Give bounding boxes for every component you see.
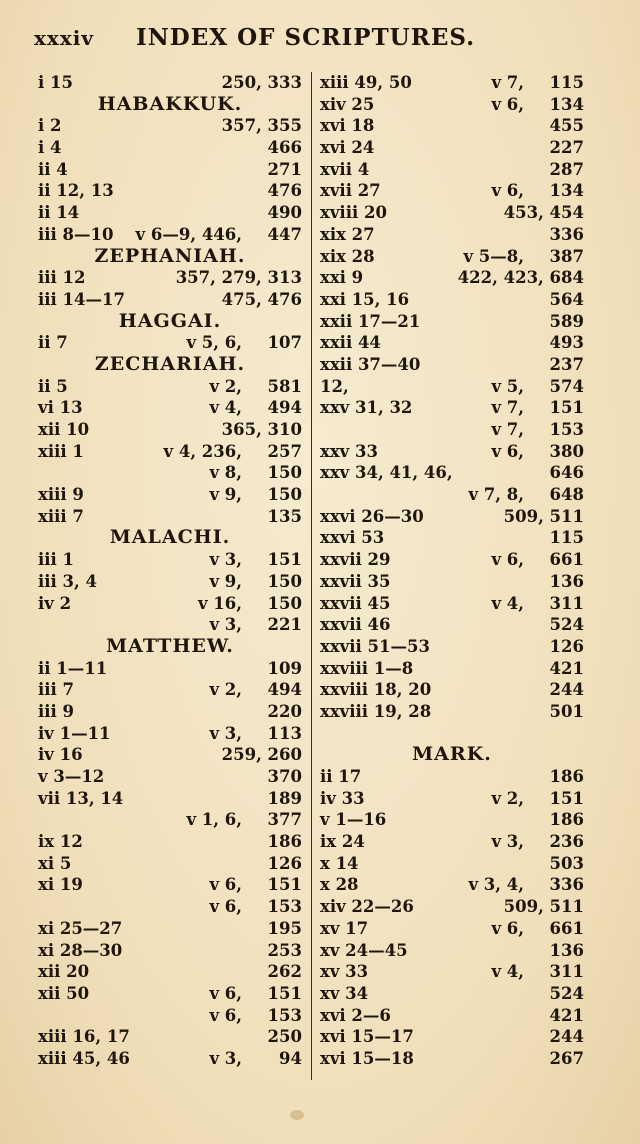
entry-pages: 186 (549, 767, 584, 786)
entry-pages: 365, 310 (221, 420, 302, 439)
entry-pages: 387 (549, 246, 584, 266)
entry-ref: xi 25—27 (38, 918, 123, 938)
index-entry (320, 658, 584, 680)
index-entry (38, 397, 302, 419)
entry-pages: 380 (549, 441, 584, 461)
entry-pages: 475, 476 (221, 289, 302, 309)
entry-ref: xxv 34, 41, 46, (320, 463, 453, 483)
index-entry (38, 419, 302, 441)
entry-pages: 581 (267, 376, 302, 396)
entry-pages: 661 (549, 918, 584, 938)
entry-ref: iii 3, 4 (38, 571, 97, 591)
left-column (38, 72, 302, 1070)
entry-pages: 259, 260 (221, 745, 302, 765)
entry-pages: 357, 279, 313 (175, 268, 302, 288)
entry-ref: xi 5 (38, 853, 72, 873)
entry-pages: 311 (549, 593, 584, 613)
entry-verse: v 6, (209, 875, 242, 895)
entry-pages: 509, 511 (503, 506, 584, 526)
index-entry (38, 809, 302, 831)
entry-ref: ii 12, 13 (38, 181, 114, 201)
entry-ref: xv 17 (320, 918, 369, 938)
entry-ref: xxvii 51—53 (320, 636, 430, 656)
entry-ref: iv 1—11 (38, 723, 111, 743)
entry-ref: iv 2 (38, 593, 72, 613)
index-entry (320, 397, 584, 419)
entry-pages: 311 (549, 962, 584, 982)
book-heading: ZEPHANIAH. (94, 244, 246, 267)
entry-ref: ii 4 (38, 159, 68, 179)
index-entry (38, 614, 302, 636)
entry-ref: i 15 (38, 73, 73, 92)
entry-ref: iii 9 (38, 701, 75, 721)
entry-pages: 136 (549, 940, 584, 960)
entry-pages: 227 (549, 138, 584, 158)
entry-ref: xvi 24 (320, 138, 375, 158)
entry-pages: 151 (549, 788, 584, 808)
entry-pages: 287 (549, 159, 584, 179)
entry-verse: v 6, (491, 441, 524, 461)
entry-ref: xxviii 1—8 (320, 658, 414, 678)
entry-verse: v 6, (491, 918, 524, 938)
entry-pages: 250 (267, 1027, 302, 1047)
book-heading: HABAKKUK. (97, 92, 243, 115)
entry-pages: 503 (549, 853, 584, 873)
entry-ref: ii 7 (38, 333, 68, 353)
entry-ref: v 3—12 (38, 767, 105, 786)
entry-pages: 466 (267, 138, 302, 158)
entry-pages: 189 (267, 788, 302, 808)
index-entry (320, 289, 584, 311)
entry-ref: xxviii 18, 20 (320, 680, 432, 700)
entry-pages: 357, 355 (221, 116, 302, 136)
entry-verse: v 4, (491, 962, 524, 982)
entry-ref: ii 17 (320, 767, 362, 786)
index-entry (38, 723, 302, 745)
entry-pages: 589 (549, 311, 584, 331)
entry-ref: iii 12 (38, 268, 86, 288)
index-entry (320, 267, 584, 289)
index-entry (320, 246, 584, 268)
entry-pages: 422, 423, 684 (457, 268, 584, 288)
entry-ref: xviii 20 (320, 203, 387, 223)
entry-verse: v 4, (209, 398, 242, 418)
index-entry (320, 72, 584, 94)
entry-verse: v 6, (209, 897, 242, 917)
entry-verse: v 16, (197, 593, 242, 613)
entry-ref: xxviii 19, 28 (320, 701, 432, 721)
entry-ref: iv 33 (320, 788, 365, 808)
entry-ref: xix 28 (320, 246, 375, 266)
entry-pages: 134 (549, 94, 584, 114)
index-entry (38, 853, 302, 875)
entry-verse: v 4, 236, (163, 441, 242, 461)
entry-pages: 336 (549, 875, 584, 895)
entry-pages: 574 (549, 376, 584, 396)
entry-verse: v 6—9, 446, (135, 224, 242, 244)
index-entry (38, 441, 302, 463)
entry-pages: 237 (549, 354, 584, 374)
entry-pages: 421 (549, 658, 584, 678)
entry-ref: iii 14—17 (38, 289, 125, 309)
entry-ref: 12, (320, 376, 349, 396)
index-entry (38, 376, 302, 398)
index-entry (38, 961, 302, 983)
index-entry (320, 159, 584, 181)
entry-ref: xii 10 (38, 420, 90, 439)
index-entry (38, 1048, 302, 1070)
entry-pages: 136 (549, 571, 584, 591)
index-entry (38, 831, 302, 853)
index-entry (320, 224, 584, 246)
page-header (34, 22, 620, 58)
entry-pages: 150 (267, 593, 302, 613)
index-entry (320, 853, 584, 875)
index-entry (320, 549, 584, 571)
entry-pages: 153 (267, 897, 302, 917)
entry-pages: 107 (267, 333, 302, 353)
entry-ref: xxii 37—40 (320, 354, 421, 374)
entry-pages: 501 (549, 701, 584, 721)
entry-verse: v 4, (491, 593, 524, 613)
index-entry (320, 332, 584, 354)
entry-ref: xxii 17—21 (320, 311, 421, 331)
book-heading: MALACHI. (109, 526, 231, 549)
book-heading: MATTHEW. (106, 634, 234, 657)
index-entry (320, 788, 584, 810)
entry-ref: v 1—16 (320, 810, 387, 830)
entry-verse: v 3, (209, 723, 242, 743)
entry-verse: v 5, 6, (186, 333, 242, 353)
entry-pages: 220 (267, 701, 302, 721)
entry-pages: 646 (549, 463, 584, 483)
entry-verse: v 6, (491, 550, 524, 570)
entry-verse: v 2, (491, 788, 524, 808)
index-entry (320, 1005, 584, 1027)
entry-ref: xvi 2—6 (320, 1005, 391, 1025)
entry-pages: 476 (267, 181, 302, 201)
entry-ref: xxi 9 (320, 268, 364, 288)
entry-ref: xxvi 26—30 (320, 506, 424, 526)
entry-ref: xix 27 (320, 224, 375, 244)
index-entry (38, 940, 302, 962)
index-entry (38, 484, 302, 506)
index-entry (320, 1048, 584, 1070)
entry-pages: 493 (549, 333, 584, 353)
index-entry (38, 72, 302, 94)
entry-pages: 447 (267, 224, 302, 244)
book-heading: HAGGAI. (118, 309, 222, 332)
index-entry (320, 1026, 584, 1048)
index-entry (38, 289, 302, 311)
index-entry (320, 527, 584, 549)
entry-verse: v 9, (209, 571, 242, 591)
entry-ref: xi 19 (38, 875, 83, 895)
index-entry (320, 831, 584, 853)
entry-pages: 244 (549, 680, 584, 700)
index-entry (320, 766, 584, 788)
index-entry (38, 744, 302, 766)
entry-pages: 267 (549, 1048, 584, 1068)
entry-pages: 524 (549, 615, 584, 635)
entry-ref: xv 24—45 (320, 940, 408, 960)
entry-ref: xii 50 (38, 983, 90, 1003)
index-entry (320, 419, 584, 441)
entry-ref: xvi 15—17 (320, 1027, 414, 1047)
entry-pages: 455 (549, 116, 584, 136)
entry-ref: xv 33 (320, 962, 369, 982)
entry-ref: xxvii 45 (320, 593, 391, 613)
entry-verse: v 9, (209, 485, 242, 505)
entry-verse: v 3, 4, (468, 875, 524, 895)
entry-pages: 186 (267, 832, 302, 852)
entry-verse: v 6, (491, 181, 524, 201)
index-entry (320, 462, 584, 484)
entry-verse: v 2, (209, 680, 242, 700)
entry-verse: v 1, 6, (186, 810, 242, 830)
entry-ref: xiii 16, 17 (38, 1027, 130, 1047)
entry-ref: xxii 44 (320, 333, 381, 353)
entry-pages: 370 (267, 767, 302, 786)
entry-ref: xiii 49, 50 (320, 73, 412, 92)
index-entry (38, 896, 302, 918)
entry-pages: 377 (267, 810, 302, 830)
right-column (320, 72, 584, 1070)
entry-pages: 509, 511 (503, 897, 584, 917)
entry-pages: 151 (549, 398, 584, 418)
entry-verse: v 8, (209, 463, 242, 483)
paper-stain (290, 1110, 304, 1120)
index-entry (320, 354, 584, 376)
entry-pages: 151 (267, 875, 302, 895)
entry-ref: xii 20 (38, 962, 90, 982)
index-entry (320, 593, 584, 615)
entry-pages: 153 (267, 1005, 302, 1025)
entry-pages: 94 (279, 1048, 302, 1068)
page-title: INDEX OF SCRIPTURES. (136, 24, 476, 51)
index-entry (320, 180, 584, 202)
entry-ref: xv 34 (320, 983, 369, 1003)
entry-pages: 490 (267, 203, 302, 223)
index-entry (320, 961, 584, 983)
entry-verse: v 6, (209, 1005, 242, 1025)
entry-pages: 564 (549, 289, 584, 309)
entry-pages: 126 (549, 636, 584, 656)
index-entry (320, 701, 584, 723)
entry-pages: 134 (549, 181, 584, 201)
entry-pages: 262 (267, 962, 302, 982)
page-number: xxxiv (34, 26, 94, 50)
index-entry (38, 506, 302, 528)
entry-pages: 151 (267, 550, 302, 570)
index-entry (320, 506, 584, 528)
index-entry (320, 896, 584, 918)
entry-pages: 257 (267, 441, 302, 461)
entry-pages: 195 (267, 918, 302, 938)
index-entry (320, 115, 584, 137)
entry-verse: v 2, (209, 376, 242, 396)
entry-pages: 153 (549, 420, 584, 439)
entry-pages: 253 (267, 940, 302, 960)
index-entry (38, 701, 302, 723)
entry-pages: 150 (267, 485, 302, 505)
entry-ref: xxv 33 (320, 441, 378, 461)
entry-pages: 648 (549, 485, 584, 505)
entry-pages: 494 (267, 398, 302, 418)
entry-ref: x 28 (320, 875, 359, 895)
entry-verse: v 5—8, (463, 246, 524, 266)
index-entry (38, 1005, 302, 1027)
index-entry (320, 484, 584, 506)
entry-ref: vi 13 (38, 398, 83, 418)
entry-ref: iii 1 (38, 550, 75, 570)
index-entry (38, 202, 302, 224)
entry-ref: xiii 1 (38, 441, 84, 461)
index-entry (38, 766, 302, 788)
entry-ref: xvii 27 (320, 181, 381, 201)
index-entry (320, 679, 584, 701)
index-entry (38, 788, 302, 810)
index-entry (38, 571, 302, 593)
entry-verse: v 7, (491, 73, 524, 92)
index-entry (320, 202, 584, 224)
entry-pages: 250, 333 (221, 73, 302, 92)
index-entry (38, 180, 302, 202)
entry-pages: 336 (549, 224, 584, 244)
index-entry (320, 874, 584, 896)
index-entry (38, 267, 302, 289)
entry-ref: ix 24 (320, 832, 365, 852)
index-entry (38, 137, 302, 159)
index-entry (38, 679, 302, 701)
entry-pages: 221 (267, 615, 302, 635)
index-entry (38, 874, 302, 896)
entry-ref: xvi 15—18 (320, 1048, 414, 1068)
entry-verse: v 7, 8, (468, 485, 524, 505)
entry-pages: 421 (549, 1005, 584, 1025)
index-entry (320, 614, 584, 636)
entry-verse: v 6, (491, 94, 524, 114)
entry-ref: xiv 22—26 (320, 897, 414, 917)
entry-pages: 661 (549, 550, 584, 570)
entry-ref: i 2 (38, 116, 62, 136)
entry-pages: 453, 454 (503, 203, 584, 223)
column-divider (311, 72, 312, 1080)
entry-verse: v 3, (491, 832, 524, 852)
entry-pages: 236 (549, 832, 584, 852)
entry-pages: 150 (267, 571, 302, 591)
index-entry (38, 224, 302, 246)
entry-ref: xi 28—30 (38, 940, 123, 960)
index-entry (38, 159, 302, 181)
book-heading: ZECHARIAH. (94, 352, 246, 375)
entry-pages: 135 (267, 506, 302, 526)
entry-pages: 113 (267, 723, 302, 743)
entry-ref: ii 14 (38, 203, 80, 223)
index-entry (320, 918, 584, 940)
entry-ref: xiv 25 (320, 94, 375, 114)
entry-ref: xxvii 35 (320, 571, 391, 591)
entry-ref: iii 7 (38, 680, 75, 700)
entry-ref: xxvii 29 (320, 550, 391, 570)
entry-ref: ii 1—11 (38, 658, 108, 678)
index-entry (320, 94, 584, 116)
index-entry (38, 658, 302, 680)
index-entry (320, 940, 584, 962)
index-entry (38, 918, 302, 940)
entry-ref: vii 13, 14 (38, 788, 124, 808)
entry-pages: 151 (267, 983, 302, 1003)
entry-ref: ii 5 (38, 376, 68, 396)
entry-pages: 115 (549, 528, 584, 548)
entry-ref: xxvi 53 (320, 528, 385, 548)
entry-ref: xvii 4 (320, 159, 370, 179)
entry-verse: v 3, (209, 550, 242, 570)
entry-pages: 109 (267, 658, 302, 678)
book-heading: MARK. (412, 743, 492, 766)
entry-verse: v 3, (209, 1048, 242, 1068)
index-entry (320, 441, 584, 463)
entry-ref: xxi 15, 16 (320, 289, 410, 309)
entry-ref: iii 8—10 (38, 224, 114, 244)
index-entry (320, 376, 584, 398)
index-entry (320, 636, 584, 658)
entry-pages: 115 (549, 73, 584, 92)
entry-pages: 244 (549, 1027, 584, 1047)
blank-line (320, 723, 584, 745)
entry-pages: 494 (267, 680, 302, 700)
index-entry (38, 462, 302, 484)
entry-verse: v 6, (209, 983, 242, 1003)
entry-ref: xvi 18 (320, 116, 375, 136)
entry-ref: xiii 9 (38, 485, 84, 505)
index-entry (38, 115, 302, 137)
entry-ref: ix 12 (38, 832, 83, 852)
index-entry (38, 593, 302, 615)
index-entry (320, 809, 584, 831)
index-entry (38, 983, 302, 1005)
index-entry (320, 983, 584, 1005)
entry-ref: i 4 (38, 138, 62, 158)
index-entry (320, 311, 584, 333)
entry-verse: v 5, (491, 376, 524, 396)
entry-ref: xiii 7 (38, 506, 84, 526)
entry-pages: 271 (267, 159, 302, 179)
entry-verse: v 7, (491, 420, 524, 439)
entry-pages: 186 (549, 810, 584, 830)
index-entry (320, 137, 584, 159)
index-entry (38, 1026, 302, 1048)
entry-pages: 126 (267, 853, 302, 873)
entry-ref: xxvii 46 (320, 615, 391, 635)
entry-ref: iv 16 (38, 745, 83, 765)
index-entry (38, 332, 302, 354)
entry-verse: v 7, (491, 398, 524, 418)
entry-pages: 150 (267, 463, 302, 483)
entry-ref: x 14 (320, 853, 359, 873)
entry-verse: v 3, (209, 615, 242, 635)
entry-pages: 524 (549, 983, 584, 1003)
entry-ref: xiii 45, 46 (38, 1048, 130, 1068)
index-entry (38, 549, 302, 571)
index-entry (320, 571, 584, 593)
entry-ref: xxv 31, 32 (320, 398, 413, 418)
